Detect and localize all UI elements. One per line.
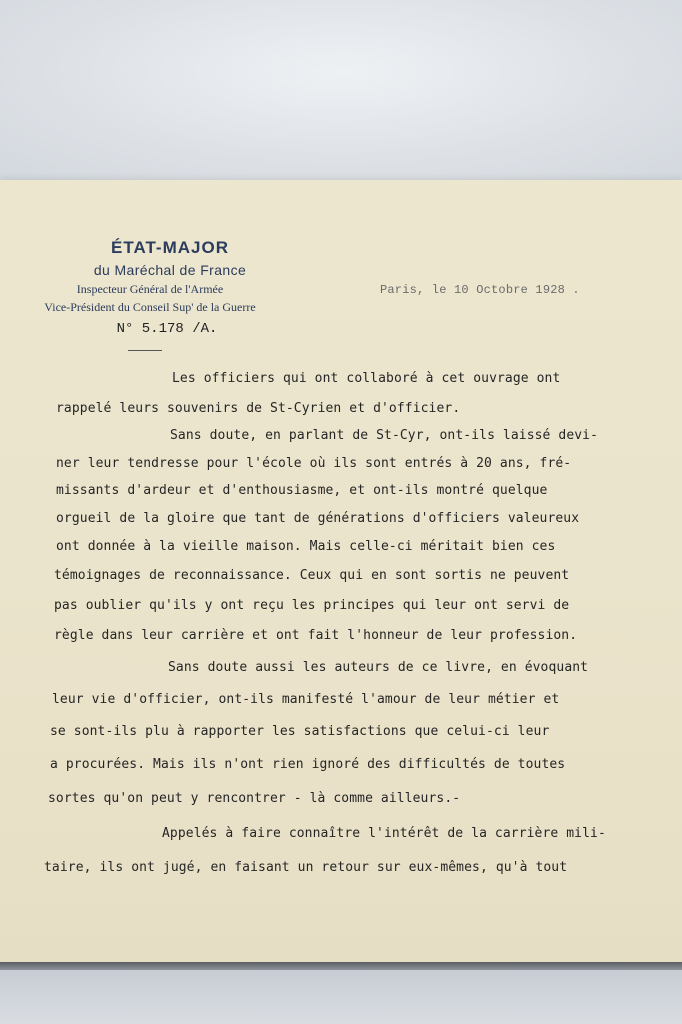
body-line: ner leur tendresse pour l'école où ils sont entrés à 20 ans, fré- [56,456,572,471]
body-line: Sans doute, en parlant de St-Cyr, ont-ils laissé devi- [170,428,599,443]
body-line: pas oublier qu'ils y ont reçu les principes qui leur ont servi de [54,598,570,613]
body-line: orgueil de la gloire que tant de générations d'officiers valeureux [56,511,580,526]
body-line: rappelé leurs souvenirs de St-Cyrien et d'officier. [56,401,461,416]
body-line: leur vie d'officier, ont-ils manifesté l'amour de leur métier et [52,692,560,707]
letterhead-role-2: Vice-Président du Conseil Sup' de la Guerre [44,300,256,314]
reference-number: N° 5.178 /A. [116,321,218,337]
body-line: règle dans leur carrière et ont fait l'honneur de leur profession. [54,628,578,643]
body-line: ont donnée à la vieille maison. Mais celle-ci méritait bien ces [56,539,556,554]
letterhead-subtitle: du Maréchal de France [93,262,247,278]
body-line: sortes qu'on peut y rencontrer - là comme ailleurs.- [48,791,461,806]
letterhead-title: ÉTAT-MAJOR [111,238,229,257]
body-line: témoignages de reconnaissance. Ceux qui en sont sortis ne peuvent [54,568,570,583]
body-line: Sans doute aussi les auteurs de ce livre, en évoquant [168,660,589,675]
body-line: missants d'ardeur et d'enthousiasme, et ont-ils montré quelque [56,483,548,498]
letterhead-role-1: Inspecteur Général de l'Armée [76,282,224,296]
body-line: a procurées. Mais ils n'ont rien ignoré des difficultés de toutes [50,757,566,772]
body-line: se sont-ils plu à rapporter les satisfactions que celui-ci leur [50,724,550,739]
body-line: Les officiers qui ont collaboré à cet ouvrage ont [172,371,561,386]
body-line: Appelés à faire connaître l'intérêt de la carrière mili- [162,826,606,841]
dateline: Paris, le 10 Octobre 1928 . [380,283,580,297]
body-line: taire, ils ont jugé, en faisant un retour sur eux-mêmes, qu'à tout [44,860,568,875]
